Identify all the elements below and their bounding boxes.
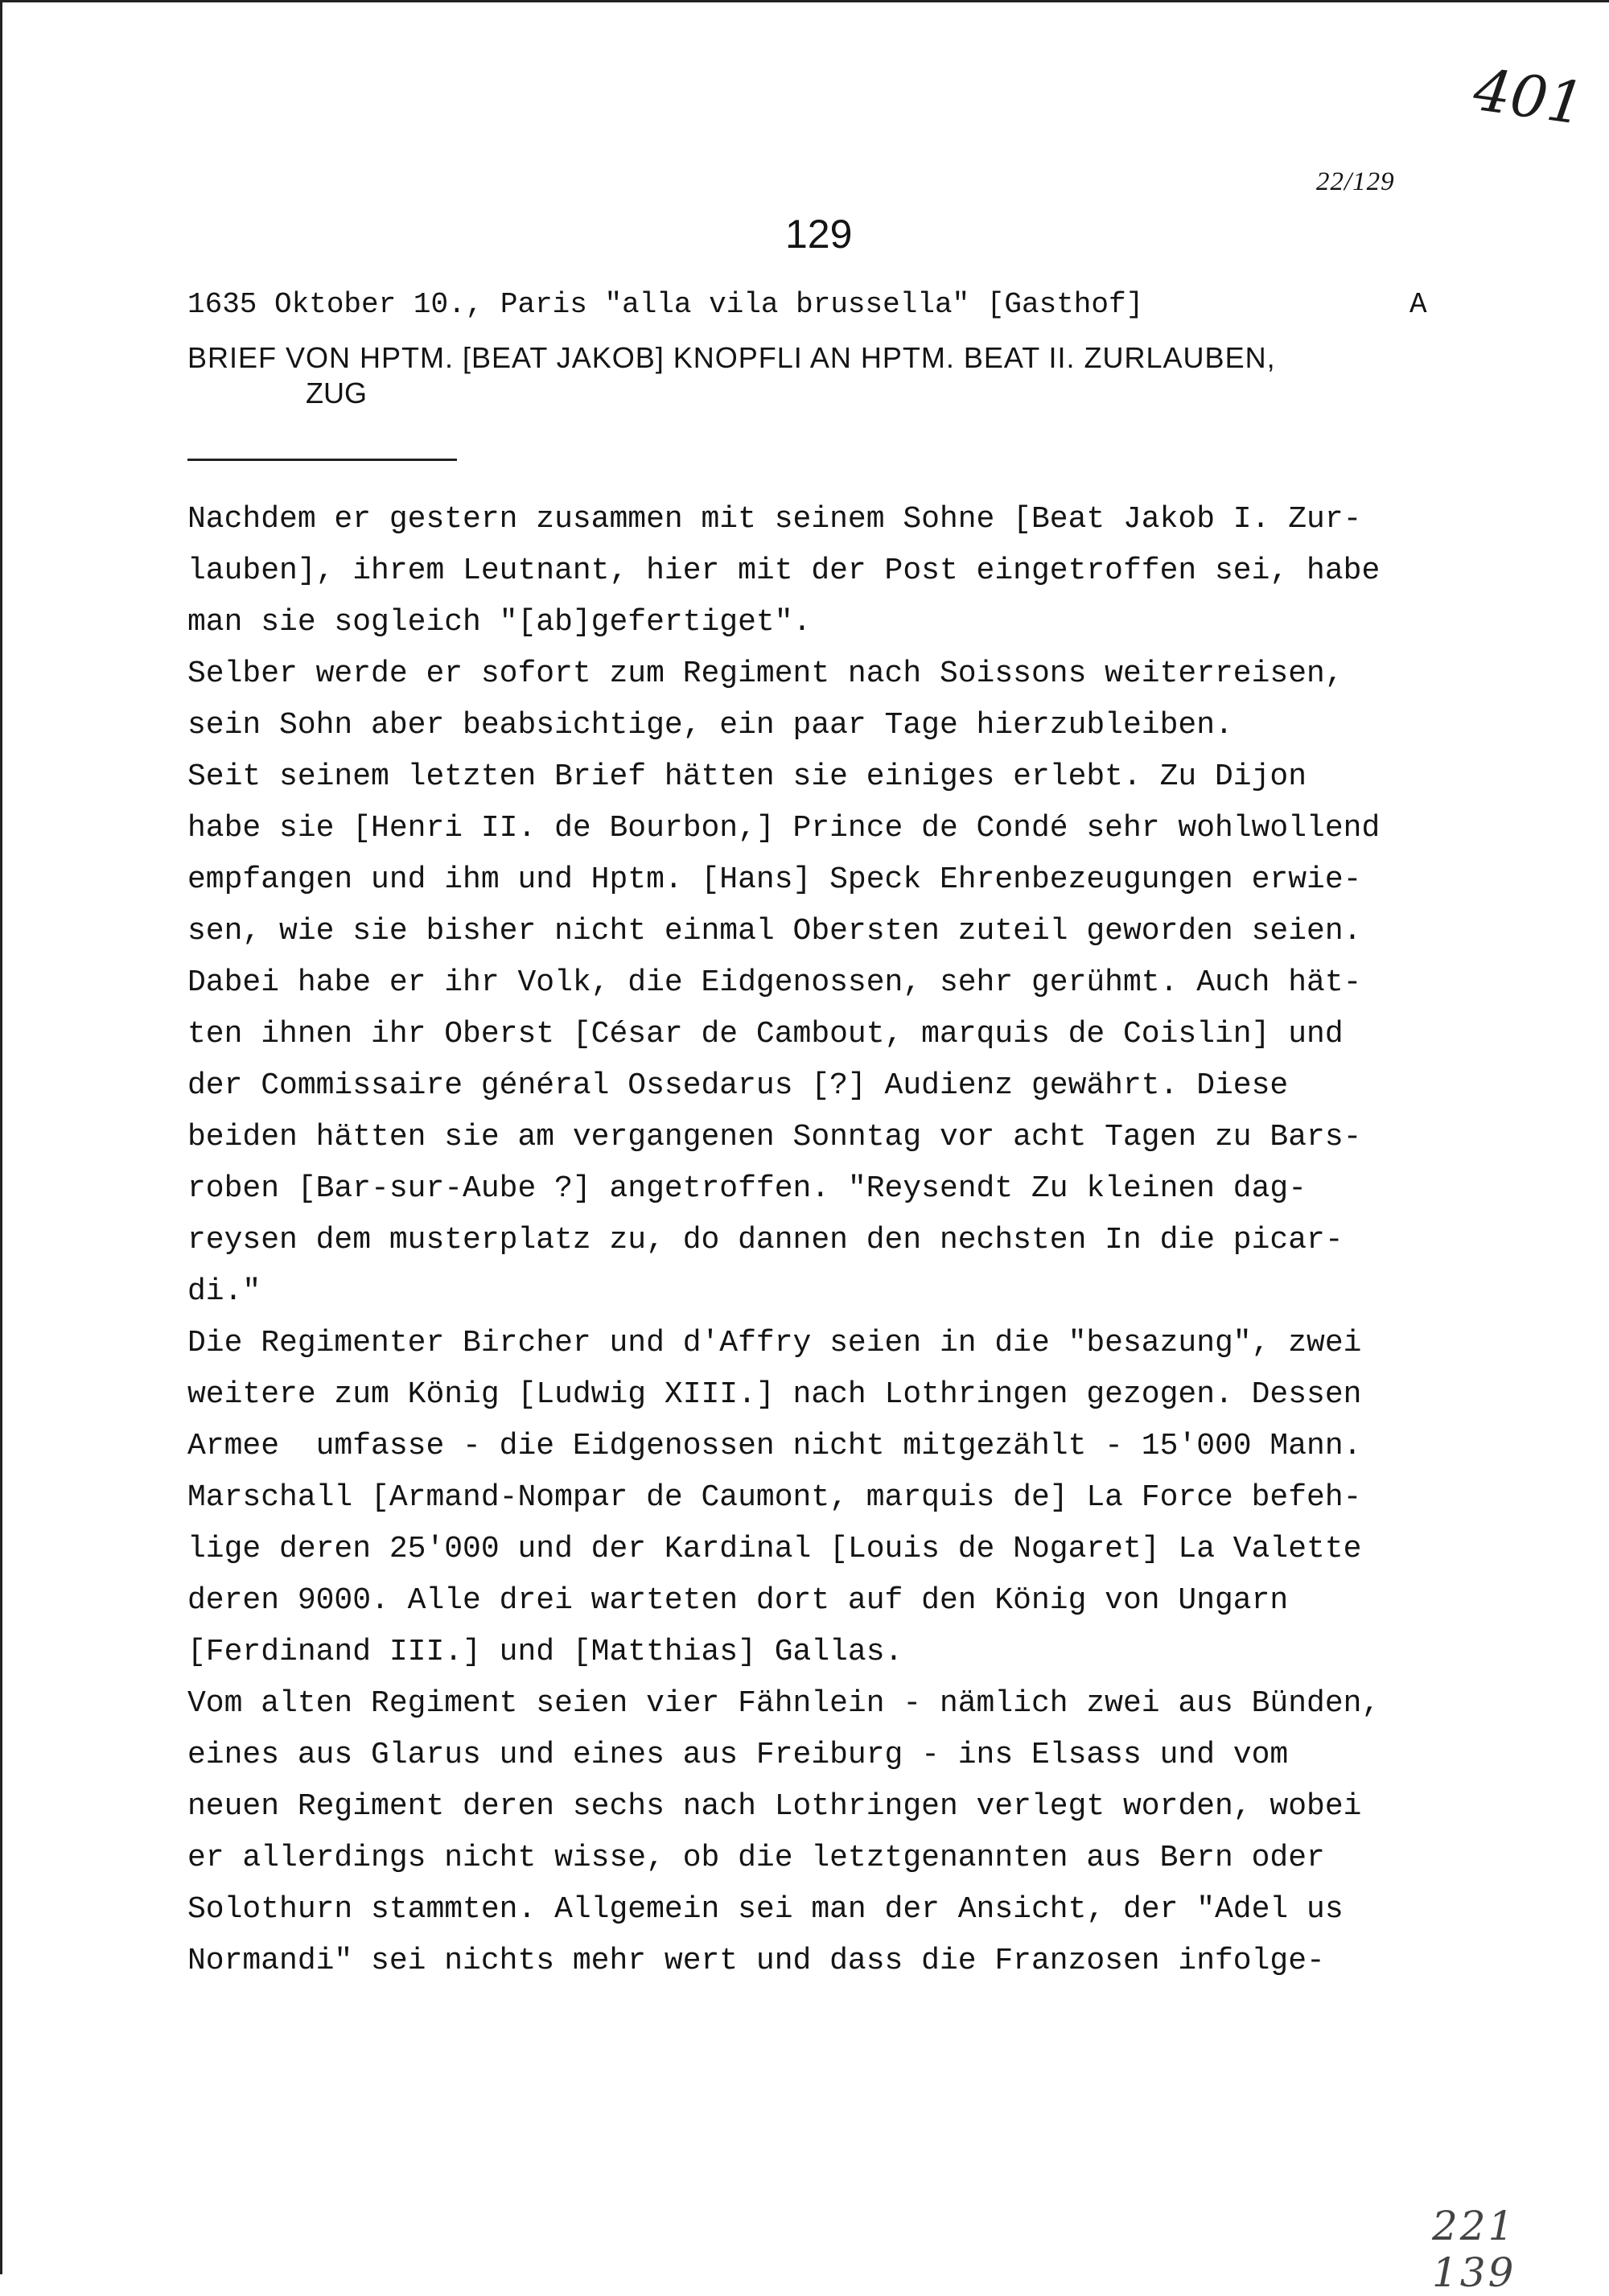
body-line: empfangen und ihm und Hptm. [Hans] Speck Ehrenbezeugungen erwie-: [187, 862, 1362, 897]
dateline: 1635 Oktober 10., Paris "alla vila brussella" [Gasthof]: [187, 288, 1144, 321]
body-line: lauben], ihrem Leutnant, hier mit der Post eingetroffen sei, habe: [187, 553, 1381, 588]
body-line: sen, wie sie bisher nicht einmal Obersten zuteil geworden seien.: [187, 914, 1362, 948]
body-line: Nachdem er gestern zusammen mit seinem Sohne [Beat Jakob I. Zur-: [187, 502, 1362, 537]
body-line: [Ferdinand III.] und [Matthias] Gallas.: [187, 1635, 903, 1669]
body-line: man sie sogleich "[ab]gefertiget".: [187, 605, 812, 640]
separator-rule: [187, 459, 457, 461]
body-line: ten ihnen ihr Oberst [César de Cambout, marquis de Coislin] und: [187, 1017, 1344, 1051]
body-line: Armee umfasse - die Eidgenossen nicht mitgezählt - 15'000 Mann.: [187, 1429, 1362, 1463]
page-number: 129: [785, 212, 853, 257]
body-line: Vom alten Regiment seien vier Fähnlein - nämlich zwei aus Bünden,: [187, 1686, 1381, 1721]
body-line: Solothurn stammten. Allgemein sei man der Ansicht, der "Adel us: [187, 1892, 1344, 1927]
body-line: Dabei habe er ihr Volk, die Eidgenossen, sehr gerühmt. Auch hät-: [187, 965, 1362, 1000]
body-line: lige deren 25'000 und der Kardinal [Louis de Nogaret] La Valette: [187, 1532, 1362, 1566]
body-line: Normandi" sei nichts mehr wert und dass die Franzosen infolge-: [187, 1944, 1325, 1978]
body-line: beiden hätten sie am vergangenen Sonntag vor acht Tagen zu Bars-: [187, 1120, 1362, 1154]
document-title-line-2: ZUG: [306, 376, 367, 409]
body-line: sein Sohn aber beabsichtige, ein paar Tage hierzubleiben.: [187, 708, 1233, 743]
body-line: neuen Regiment deren sechs nach Lothringen verlegt worden, wobei: [187, 1789, 1362, 1824]
body-line: deren 9000. Alle drei warteten dort auf den König von Ungarn: [187, 1583, 1289, 1618]
body-line: weitere zum König [Ludwig XIII.] nach Lothringen gezogen. Dessen: [187, 1377, 1362, 1412]
body-line: der Commissaire général Ossedarus [?] Audienz gewährt. Diese: [187, 1068, 1289, 1103]
handwritten-folio-number: 401: [1469, 55, 1589, 138]
body-line: roben [Bar-sur-Aube ?] angetroffen. "Reysendt Zu kleinen dag-: [187, 1171, 1307, 1206]
body-line: reysen dem musterplatz zu, do dannen den nechsten In die picar-: [187, 1223, 1344, 1257]
body-line: eines aus Glarus und eines aus Freiburg - ins Elsass und vom: [187, 1738, 1289, 1772]
body-line: er allerdings nicht wisse, ob die letztgenannten aus Bern oder: [187, 1841, 1325, 1875]
body-line: Die Regimenter Bircher und d'Affry seien in die "besazung", zwei: [187, 1326, 1362, 1360]
body-line: di.": [187, 1274, 261, 1309]
body-text: [187, 494, 1475, 1987]
body-line: Marschall [Armand-Nompar de Caumont, marquis de] La Force befeh-: [187, 1480, 1362, 1515]
body-line: habe sie [Henri II. de Bourbon,] Prince de Condé sehr wohlwollend: [187, 811, 1381, 846]
handwritten-page-count: 221 139: [1432, 2203, 1516, 2296]
body-line: Seit seinem letzten Brief hätten sie einiges erlebt. Zu Dijon: [187, 759, 1307, 794]
body-line: Selber werde er sofort zum Regiment nach Soissons weiterreisen,: [187, 656, 1344, 691]
archive-reference: 22/129: [1316, 167, 1395, 196]
letter-code: A: [1409, 288, 1427, 321]
scan-edge-left: [0, 0, 2, 2274]
scan-edge-top: [0, 0, 1609, 2]
document-title-line-1: BRIEF VON HPTM. [BEAT JAKOB] KNOPFLI AN HPTM. BEAT II. ZURLAUBEN,: [187, 341, 1276, 374]
